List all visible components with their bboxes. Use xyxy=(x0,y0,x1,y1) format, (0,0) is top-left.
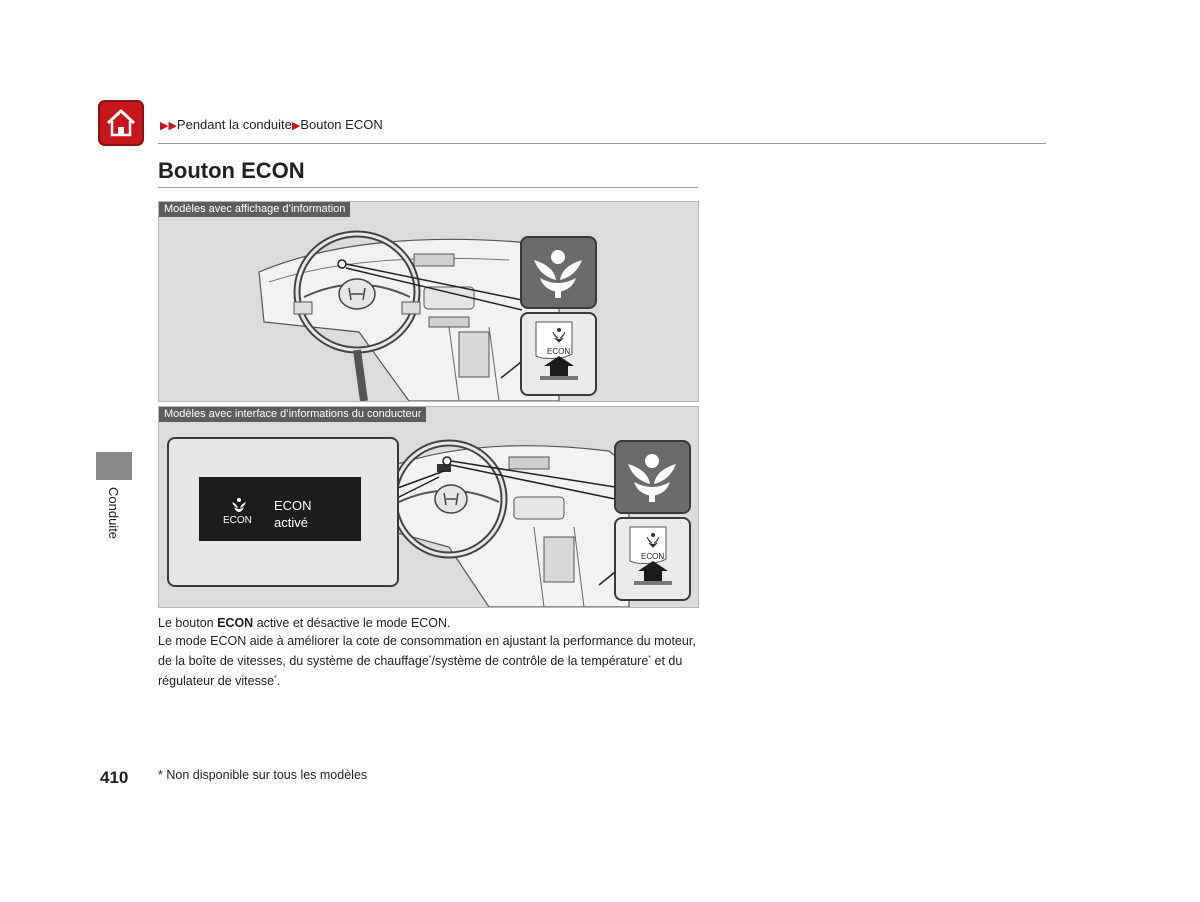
figure-driver-info-interface-models xyxy=(158,406,699,608)
footnote-marker[interactable]: * xyxy=(648,655,652,662)
figure-caption: Modèles avec interface d’informations du conducteur xyxy=(159,407,426,422)
econ-button-label: ECON xyxy=(547,347,571,356)
driver-display-callout xyxy=(167,437,399,587)
econ-indicator-callout xyxy=(614,440,691,514)
breadcrumb-arrow-icon: ▶▶ xyxy=(160,120,177,132)
text-span: Le mode ECON aide à améliorer la cote de consommation en ajustant la performance du moteur, de la boîte de vitesses, du système de chauffage xyxy=(158,634,696,668)
display-econ-text: ECON xyxy=(274,498,312,513)
footnote-marker[interactable]: * xyxy=(428,655,432,662)
econ-button-callout xyxy=(520,312,597,396)
text-span: /système de contrôle de la température xyxy=(431,654,649,668)
section-tab-label: Conduite xyxy=(106,487,121,540)
econ-term: ECON xyxy=(217,616,254,630)
section-tab[interactable] xyxy=(96,452,132,480)
breadcrumb-arrow-icon: ▶ xyxy=(291,120,301,132)
text-span: active et désactive le mode ECON. xyxy=(253,616,451,630)
footnote: * Non disponible sur tous les modèles xyxy=(158,768,368,782)
econ-leaf-icon xyxy=(231,497,247,513)
body-text xyxy=(158,614,698,690)
page-title: Bouton ECON xyxy=(158,158,305,183)
page-number: 410 xyxy=(100,768,129,787)
body-paragraph xyxy=(158,632,698,690)
breadcrumb-item[interactable]: Pendant la conduite xyxy=(176,117,292,132)
econ-button-callout xyxy=(614,517,691,601)
econ-button-label: ECON xyxy=(641,552,665,561)
body-paragraph xyxy=(158,614,698,632)
dashboard-illustration xyxy=(159,202,698,401)
breadcrumb xyxy=(160,117,383,132)
econ-leaf-icon xyxy=(616,442,689,512)
text-span: et du régulateur de vitesse xyxy=(158,654,683,688)
figure-caption: Modèles avec affichage d’information xyxy=(159,202,350,217)
driver-display-screen xyxy=(199,477,361,541)
figure-info-display-models xyxy=(158,201,699,402)
display-econ-icon-label: ECON xyxy=(223,515,252,526)
title-divider xyxy=(158,187,698,188)
text-span: . xyxy=(276,674,281,688)
display-active-text: activé xyxy=(274,515,308,530)
text-span: Le bouton xyxy=(158,616,218,630)
home-button[interactable] xyxy=(98,100,144,146)
econ-leaf-icon xyxy=(522,238,595,307)
header-divider xyxy=(158,143,1046,144)
home-icon xyxy=(98,100,144,146)
econ-indicator-callout xyxy=(520,236,597,309)
breadcrumb-item[interactable]: Bouton ECON xyxy=(300,117,383,132)
footnote-marker[interactable]: * xyxy=(274,675,277,682)
